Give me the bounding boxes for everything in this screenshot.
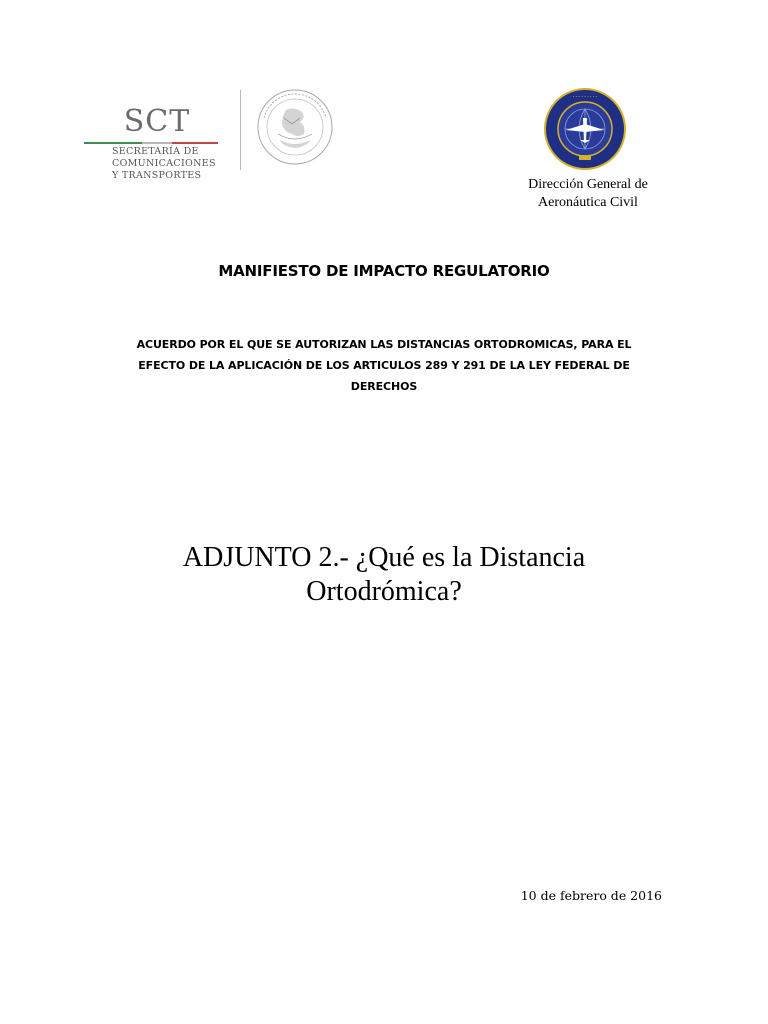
logo-divider <box>240 90 241 170</box>
document-subtitle <box>118 334 650 397</box>
document-date: 10 de febrero de 2016 <box>520 888 662 903</box>
svg-text:· · · · · · · · ·: · · · · · · · · · <box>572 94 598 99</box>
dgac-name <box>500 176 676 212</box>
subtitle-line: DERECHOS <box>350 380 418 393</box>
mexico-seal-icon <box>256 88 334 166</box>
sct-logo-rule-grey <box>142 142 172 144</box>
subtitle-line: EFECTO DE LA APLICACIÓN DE LOS ARTICULOS 289 Y 291 DE LA LEY FEDERAL DE <box>138 359 630 372</box>
adjunto-heading <box>84 541 684 609</box>
sct-logo-name: SECRETARÍA DE COMUNICACIONES Y TRANSPORTES <box>112 146 216 181</box>
dgac-name-line2: Aeronáutica Civil <box>538 195 638 210</box>
sct-logo-rule-red <box>172 142 218 144</box>
sct-logo-letters: SCT <box>123 104 191 139</box>
document-title: MANIFIESTO DE IMPACTO REGULATORIO <box>218 262 550 280</box>
subtitle-line: ACUERDO POR EL QUE SE AUTORIZAN LAS DISTANCIAS ORTODROMICAS, PARA EL <box>136 338 632 351</box>
sct-logo-rule-green <box>84 142 142 144</box>
sct-logo <box>84 104 224 184</box>
dgac-name-line1: Dirección General de <box>528 177 648 192</box>
adjunto-heading-line: Ortodrómica? <box>306 576 462 607</box>
dgac-emblem-icon <box>544 88 626 170</box>
adjunto-heading-line: ADJUNTO 2.- ¿Qué es la Distancia <box>182 542 586 573</box>
